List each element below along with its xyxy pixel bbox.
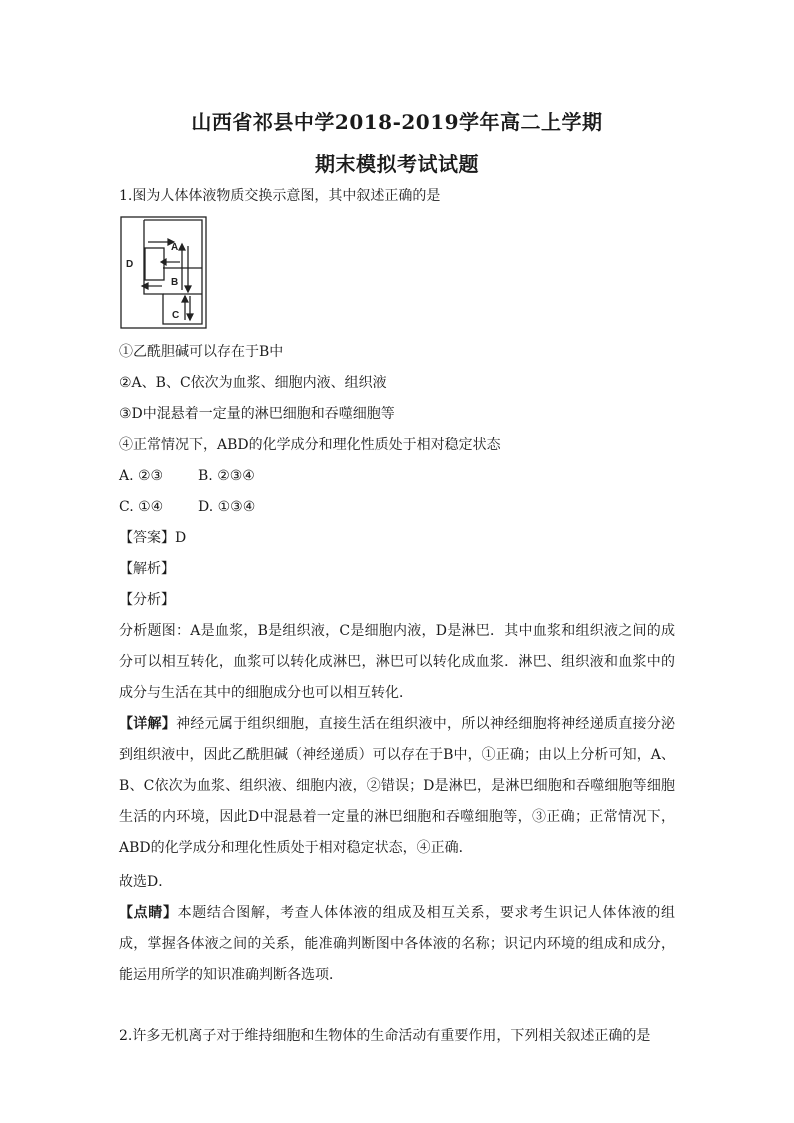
title-line-1: 山西省祁县中学2018-2019学年高二上学期 (191, 110, 603, 134)
xiangjie-text: 神经元属于组织细胞，直接生活在组织液中，所以神经细胞将神经递质直接分泌到组织液中，因此乙酰胆碱（神经递质）可以存在于B中，①正确；由以上分析可知，A、B、C依次为血浆、组织液、细胞内液，②错误；D是淋巴，是淋巴细胞和吞噬细胞等细胞生活的内环境，因此D中混悬着一定量的淋巴细胞和吞噬细胞等，③正确；正常情况下，ABD的化学成分和理化性质处于相对稳定状态，④正确． (119, 716, 676, 856)
statement-4: ④正常情况下，ABD的化学成分和理化性质处于相对稳定状态 (119, 437, 501, 453)
xiangjie-heading: 【详解】 (119, 716, 177, 732)
question-2-stem: 2.许多无机离子对于维持细胞和生物体的生命活动有重要作用，下列相关叙述正确的是 (119, 1028, 651, 1044)
statement-1: ①乙酰胆碱可以存在于B中 (119, 344, 284, 360)
option-c: C. ①④ (119, 499, 164, 515)
option-a: A. ②③ (119, 468, 164, 484)
question-1-stem: 1.图为人体体液物质交换示意图，其中叙述正确的是 (119, 188, 441, 204)
options-row-2 (119, 497, 679, 517)
options-row-1 (119, 466, 679, 486)
dianjing-text: 本题结合图解，考查人体体液的组成及相互关系，要求考生识记人体体液的组成，掌握各体液之间的关系，能准确判断图中各体液的名称；识记内环境的组成和成分，能运用所学的知识准确判断各选项． (119, 905, 676, 983)
title-line-2: 期末模拟考试试题 (315, 152, 479, 176)
jiexi-heading: 【解析】 (119, 561, 175, 577)
option-b: B. ②③④ (198, 468, 255, 484)
diagram-label-a: A (171, 242, 179, 253)
answer-line: 【答案】D (119, 530, 187, 546)
diagram-label-d: D (126, 259, 134, 270)
fenxi-heading: 【分析】 (119, 592, 175, 608)
diagram-label-b: B (171, 277, 179, 288)
conclusion-line: 故选D． (119, 874, 173, 890)
xiangjie-paragraph (119, 709, 675, 864)
option-d: D. ①③④ (198, 499, 256, 515)
dianjing-paragraph (119, 898, 675, 991)
fenxi-paragraph: 分析题图：A是血浆，B是组织液，C是细胞内液，D是淋巴．其中血浆和组织液之间的成分可以相互转化，血浆可以转化成淋巴，淋巴可以转化成血浆．淋巴、组织液和血浆中的成分与生活在其中的细胞成分也可以相互转化． (119, 623, 675, 701)
diagram-label-c: C (172, 310, 180, 321)
body-fluid-diagram (120, 216, 208, 330)
dianjing-heading: 【点睛】 (119, 905, 178, 921)
statement-3: ③D中混悬着一定量的淋巴细胞和吞噬细胞等 (119, 406, 395, 422)
statement-2: ②A、B、C依次为血浆、细胞内液、组织液 (119, 375, 387, 391)
